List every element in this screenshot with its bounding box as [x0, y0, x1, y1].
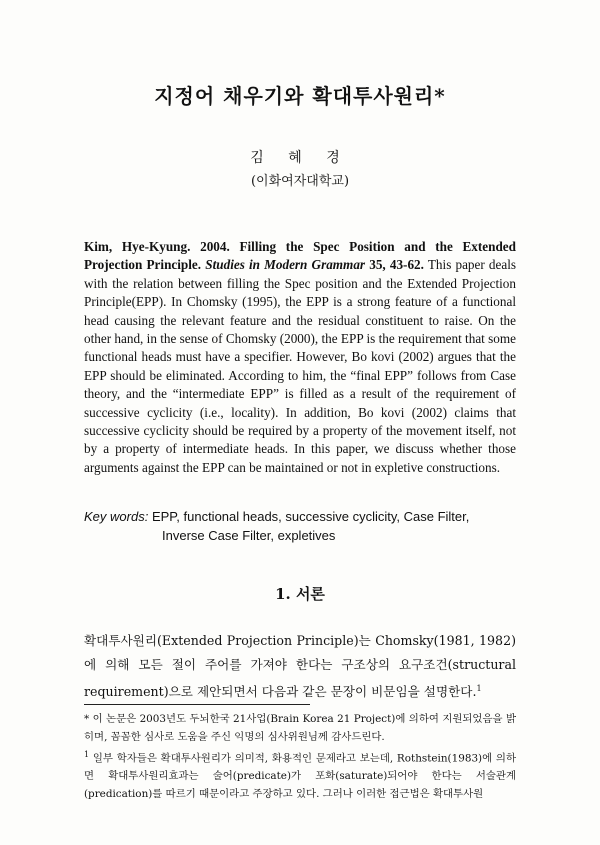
abstract-citation: Kim, Hye-Kyung. 2004. Filling the Spec Position and the Extended Projection Principle.: [84, 239, 516, 273]
abstract-text: This paper deals with the relation between filling the Spec position and the Extended Projection Principle(EPP). In Chomsky (1995), the EPP is a strong feature of a functional head causing the relevant feature and the residual constituent to raise. On the other hand, in the sense of Chomsky (2000), the EPP is the requirement that some functional heads must have a specifier. However, Bo kovi (2002) argues that the EPP should be eliminated. According to him, the “final EPP” follows from Case theory, and the “intermediate EPP” is filled as a result of the requirement of successive cyclicity (i.e., locality). In addition, Bo kovi (2002) claims that successive cyclicity should be required by a property of the movement itself, not by a property of intermediate heads. In this paper, we discuss whether those arguments against the EPP can be maintained or not in expletive constructions.: [84, 257, 517, 475]
author-affiliation: (이화여자대학교): [250, 174, 350, 189]
footnote-divider: [84, 704, 310, 705]
abstract-journal: Studies in Modern Grammar: [205, 257, 366, 273]
footnote-1-mark: 1: [84, 750, 90, 759]
author-name: 김 혜 경: [250, 150, 350, 166]
paper-title: 지정어 채우기와 확대투사원리*: [154, 84, 446, 108]
keywords-line-2: Inverse Case Filter, expletives: [162, 527, 336, 543]
keywords: [84, 508, 524, 545]
footnote-star: * 이 논문은 2003년도 두뇌한국 21사업(Brain Korea 21 Project)에 의하여 지원되었음을 밝히며, 꼼꼼한 심사로 도움을 주신 익명의 심사위원님께 감사드린다.: [84, 713, 516, 743]
keywords-line-1: EPP, functional heads, successive cyclicity, Case Filter,: [151, 509, 470, 524]
abstract: [84, 238, 516, 477]
body-paragraph: [84, 629, 516, 704]
footnote-1: [84, 746, 516, 803]
section-heading: 1. 서론: [275, 585, 325, 603]
abstract-volume-pages: 35, 43-62.: [369, 257, 424, 273]
footnote-ref-1: 1: [476, 684, 482, 693]
keywords-label: Key words:: [84, 509, 149, 524]
footnote-1-text: 일부 학자들은 확대투사원리가 의미적, 화용적인 문제라고 보는데, Rothstein(1983)에 의하면 확대투사원리효과는 술어(predicate)가 포화(saturate)되어야 한다는 서술관계(predication)를 따르기 때문이라고 주장하고 있다. 그러나 이러한 접근법은 확대투사원: [84, 752, 516, 801]
body-paragraph-text: 확대투사원리(Extended Projection Principle)는 Chomsky(1981, 1982)에 의해 모든 절이 주어를 가져야 한다는 구조상의 요구조건(structural requirement)으로 제안되면서 다음과 같은 문장이 비문임을 설명한다.: [84, 633, 516, 700]
